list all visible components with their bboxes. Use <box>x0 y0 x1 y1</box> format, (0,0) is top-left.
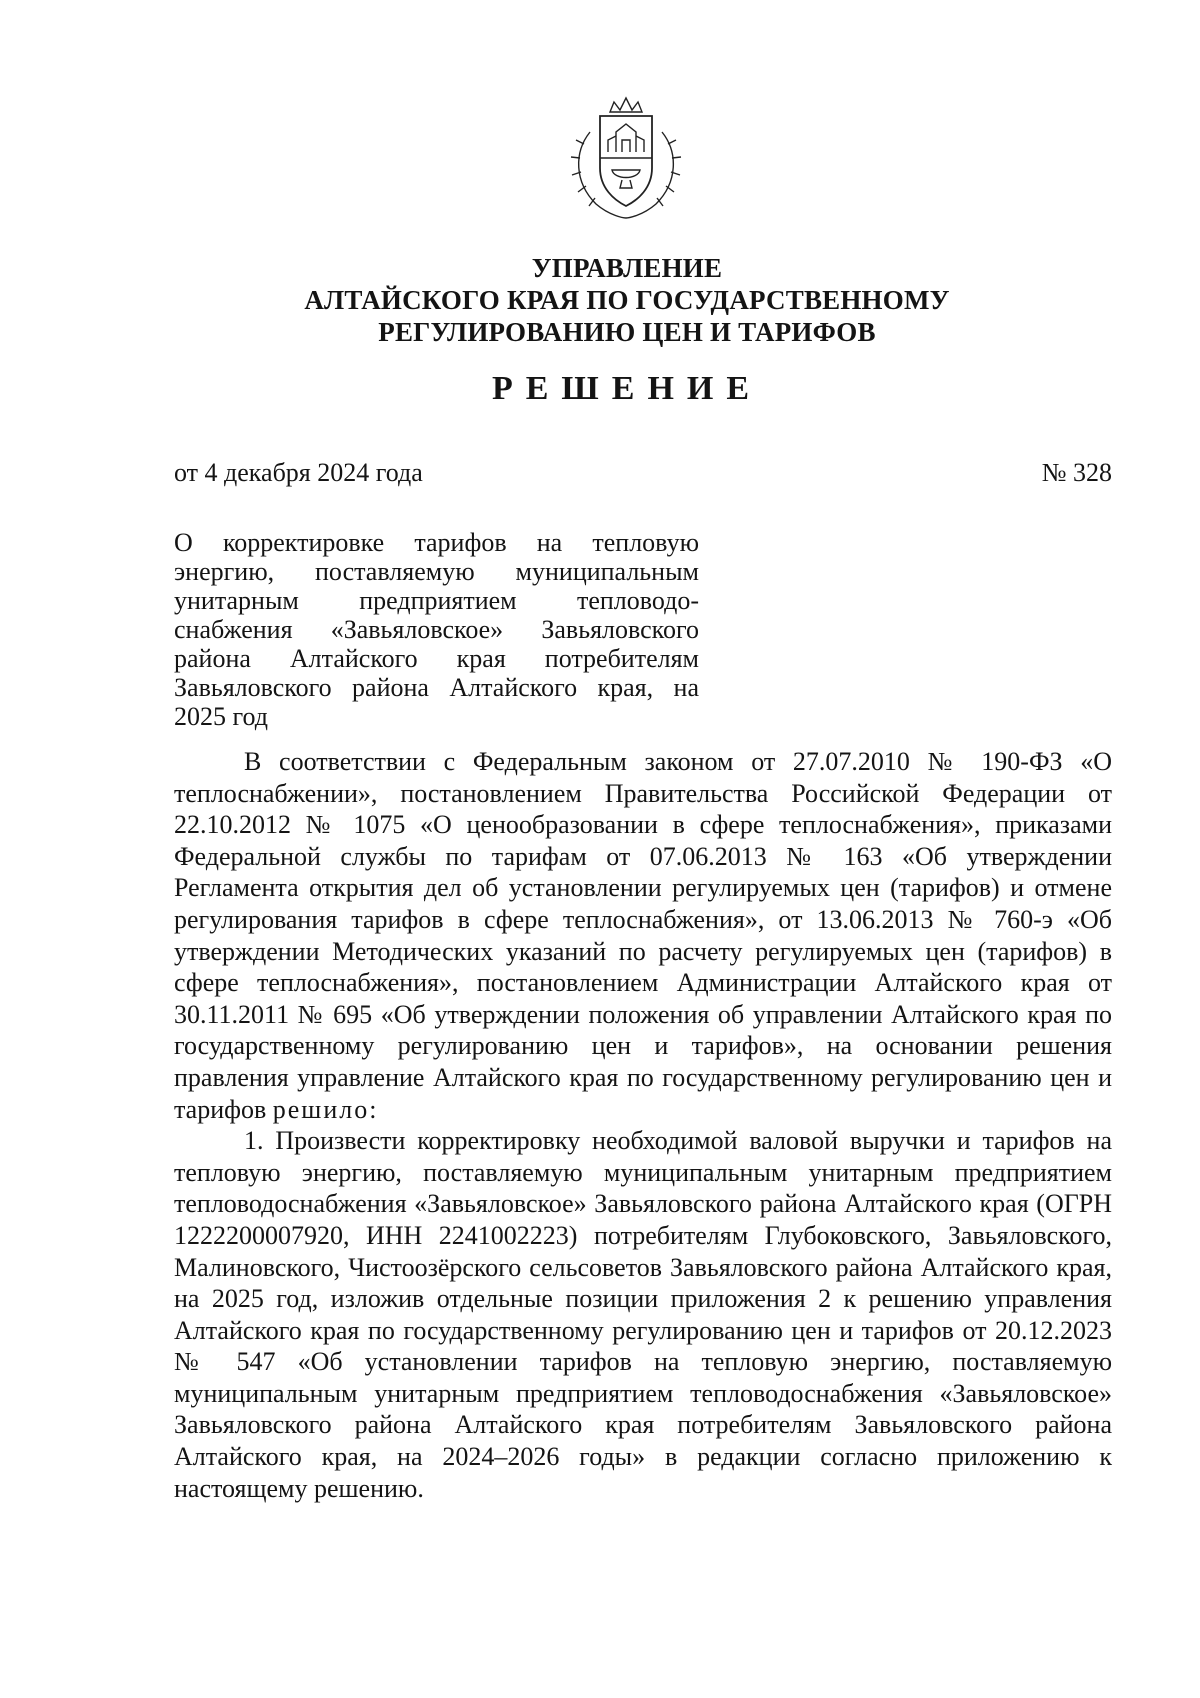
coat-of-arms-emblem <box>560 92 692 224</box>
authority-line-2: АЛТАЙСКОГО КРАЯ ПО ГОСУДАРСТВЕННОМУ <box>304 285 950 315</box>
item-1-paragraph: 1. Произвести корректировку необходимой валовой выручки и тарифов на тепловую энергию, поставляемую муниципальным унитарным предприятием тепловодоснабжения «Завьяловское» Завьяловского района Алтайского края (ОГРН 1222200007920, ИНН 2241002223) потребителям Глубоковского, Завьяловского, Малиновского, Чистоозёрского сельсоветов Завьяловского района Алтайского края, на 2025 год, изложив отдельные позиции приложения 2 к решению управления Алтайского края по государственному регулированию цен и тарифов от 20.12.2023 № 547 «Об установлении тарифов на тепловую энергию, поставляемую муниципальным унитарным предприятием тепловодоснабжения «Завьяловское» Завьяловского района Алтайского края потребителям Завьяловского района Алтайского края, на 2024–2026 годы» в редакции согласно приложению к настоящему решению. <box>174 1126 1112 1503</box>
authority-line-1: УПРАВЛЕНИЕ <box>531 253 723 283</box>
document-number: № 328 <box>1041 458 1112 487</box>
issuing-authority <box>0 252 1200 348</box>
document-body <box>174 746 1112 1504</box>
preamble-text: В соответствии с Федеральным законом от 27.07.2010 № 190-ФЗ «О теплоснабжении», постановлением Правительства Российской Федерации от 22.10.2012 № 1075 «О ценообразовании в сфере теплоснабжения», приказами Федеральной службы по тарифам от 07.06.2013 № 163 «Об утверждении Регламента открытия дел об установлении регулируемых цен (тарифов) и отмене регулирования тарифов в сфере теплоснабжения», от 13.06.2013 № 760-э «Об утверждении Методических указаний по расчету регулируемых цен (тарифов) в сфере теплоснабжения», постановлением Администрации Алтайского края от 30.11.2011 № 695 «Об утверждении положения об управлении Алтайского края по государственному регулированию цен и тарифов», на основании решения правления управление Алтайского края по государственному регулированию цен и тарифов <box>174 747 1112 1124</box>
authority-line-3: РЕГУЛИРОВАНИЮ ЦЕН И ТАРИФОВ <box>378 317 876 347</box>
document-date: от 4 декабря 2024 года <box>174 458 423 487</box>
decision-word: решило: <box>272 1094 379 1124</box>
document-type-title: РЕШЕНИЕ <box>491 370 763 407</box>
document-subject: О корректировке тарифов на тепловую энергию, поставляемую муниципальным унитарным предприятием тепловодо-снабжения «Завьяловское» Завьяловского района Алтайского края потребителям Завьяловского района Алтайского края, на 2025 год <box>174 528 699 731</box>
preamble-paragraph <box>174 746 1112 1125</box>
